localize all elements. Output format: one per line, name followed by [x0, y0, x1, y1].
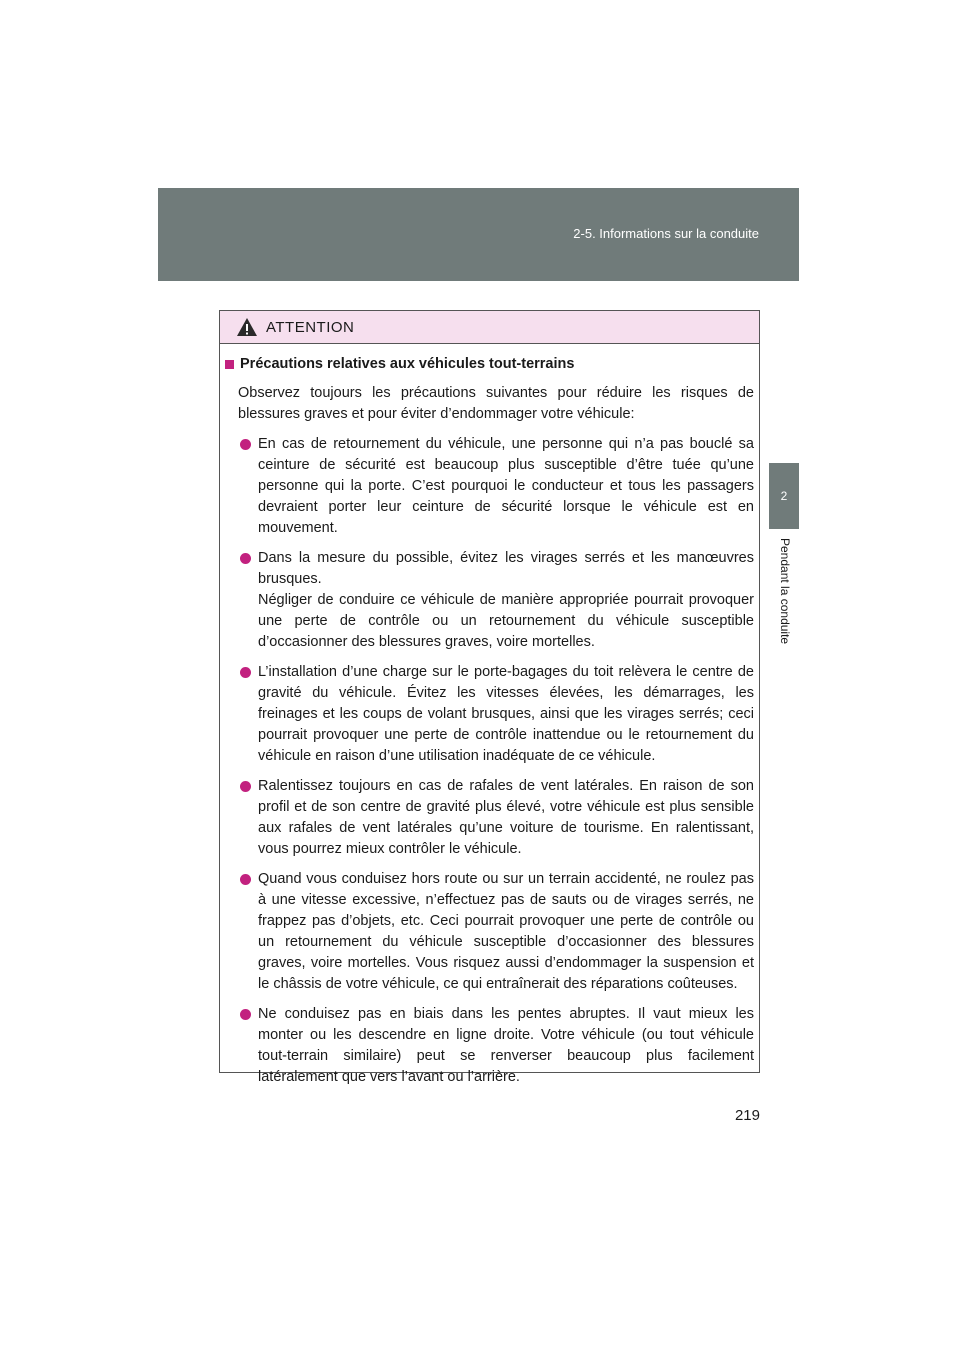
round-bullet-icon — [240, 667, 251, 678]
section-title: 2-5. Informations sur la conduite — [573, 226, 759, 241]
warning-section-title: Précautions relatives aux véhicules tout-terrains — [240, 356, 575, 372]
list-item — [238, 434, 754, 539]
list-item-text: Ralentissez toujours en cas de rafales de vent latérales. En raison de son profil et de son centre de gravité plus élevé, votre véhicule est plus sensible aux rafales de vent latérales qu’une voiture de tourisme. En ralentissant, vous pourrez mieux contrôler le véhicule. — [258, 778, 754, 857]
list-item-text: En cas de retournement du véhicule, une personne qui n’a pas bouclé sa ceinture de sécurité est beaucoup plus susceptible d’être tuée qu’une personne qui la porte. C’est pourquoi le conducteur et tous les passagers devraient porter leur ceinture de sécurité lorsque le véhicule est en mouvement. — [258, 436, 754, 536]
list-item-text: Quand vous conduisez hors route ou sur un terrain accidenté, ne roulez pas à une vitesse excessive, n’effectuez pas de sauts ou de virages serrés, ne frappez pas d’objets, etc. Ceci pourrait provoquer une perte de contrôle ou un retournement du véhicule susceptible d’occasionner des blessures graves, voire mortelles. Vous risquez aussi d’endommager la suspension et le châssis de votre véhicule, ce qui entraînerait des réparations coûteuses. — [258, 871, 754, 992]
warning-list — [225, 434, 754, 1088]
list-item — [238, 869, 754, 995]
round-bullet-icon — [240, 874, 251, 885]
list-item — [238, 662, 754, 767]
list-item-text-continued: Négliger de conduire ce véhicule de manière appropriée pourrait provoquer une perte de contrôle ou un retournement du véhicule susceptible d’occasionner des blessures graves, voire mortelles. — [258, 592, 754, 650]
round-bullet-icon — [240, 781, 251, 792]
list-item-text: Ne conduisez pas en biais dans les pentes abruptes. Il vaut mieux les monter ou les descendre en ligne droite. Votre véhicule (ou tout véhicule tout-terrain similaire) peut se renverser beaucoup plus facilement latéralement que vers l’avant ou l’arrière. — [258, 1006, 754, 1085]
warning-header — [220, 311, 759, 344]
warning-box — [219, 310, 760, 1085]
square-bullet-icon — [225, 360, 234, 369]
warning-triangle-icon — [236, 317, 258, 337]
page-number: 219 — [734, 1107, 760, 1124]
list-item-text: Dans la mesure du possible, évitez les virages serrés et les manœuvres brusques. — [258, 550, 754, 587]
chapter-number-tab: 2 — [769, 463, 799, 529]
round-bullet-icon — [240, 553, 251, 564]
list-item-text: L’installation d’une charge sur le porte-bagages du toit relèvera le centre de gravité du véhicule. Évitez les vitesses élevées, les démarrages, les freinages et les coups de volant brusques, ainsi que les virages serrés; ceci pourrait provoquer une perte de contrôle inattendue ou le retournement du véhicule en raison d’une utilisation inadéquate de ce véhicule. — [258, 664, 754, 764]
chapter-label — [775, 538, 795, 678]
list-item — [238, 1004, 754, 1088]
round-bullet-icon — [240, 1009, 251, 1020]
list-item — [238, 548, 754, 653]
chapter-label-text: Pendant la conduite — [778, 538, 792, 645]
warning-intro: Observez toujours les précautions suivantes pour réduire les risques de blessures graves et pour éviter d’endommager votre véhicule: — [238, 385, 754, 422]
round-bullet-icon — [240, 439, 251, 450]
list-item — [238, 776, 754, 860]
warning-title: ATTENTION — [266, 318, 355, 336]
warning-section-heading — [225, 354, 754, 375]
header-band — [158, 188, 799, 281]
warning-body — [220, 344, 759, 1088]
